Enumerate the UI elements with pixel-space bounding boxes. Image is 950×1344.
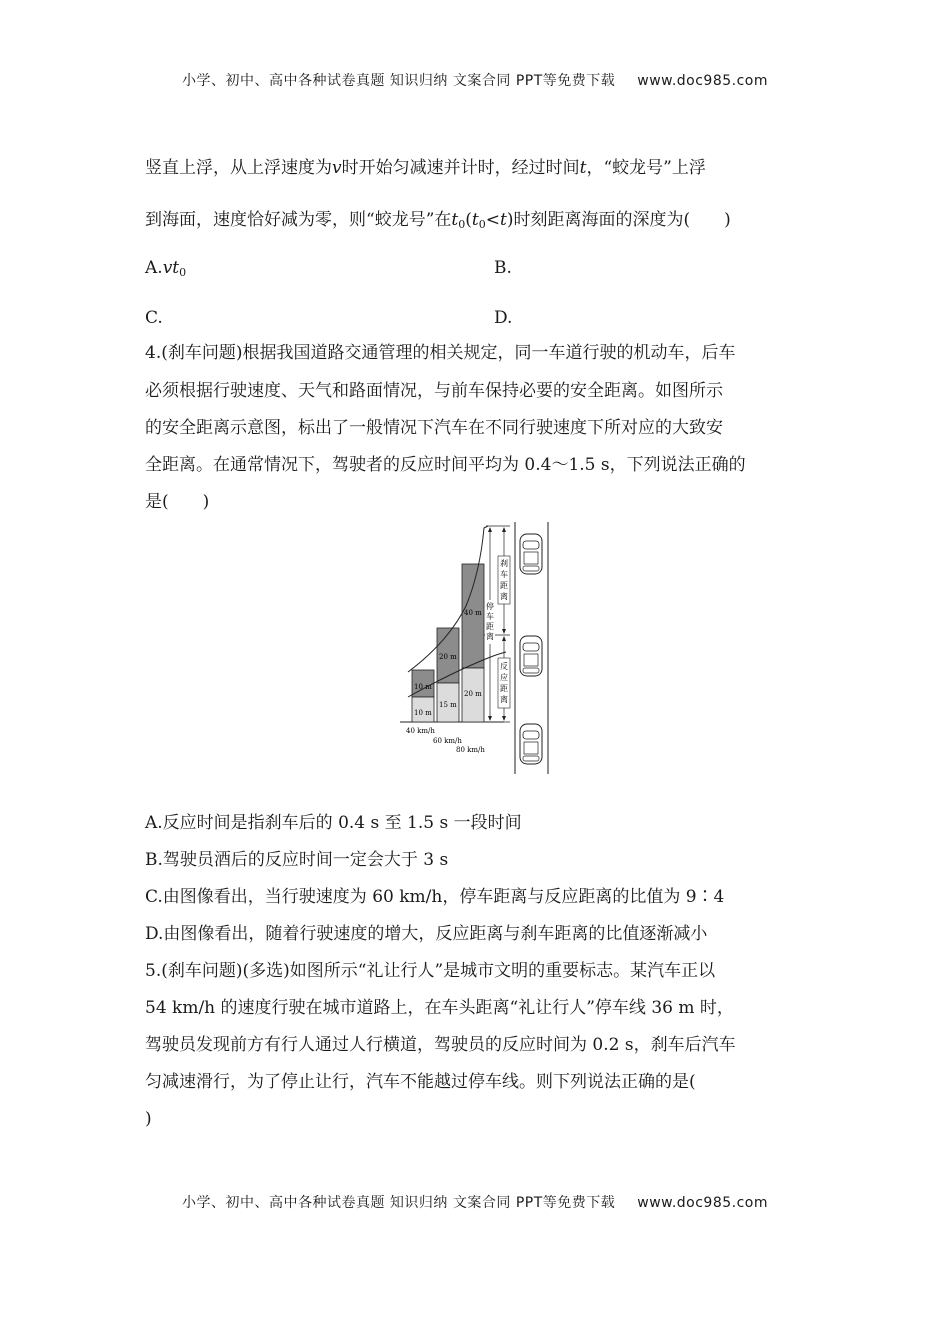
- q3-line-2: [145, 209, 815, 231]
- option-label: A.: [145, 258, 163, 278]
- q3-option-c[interactable]: C.: [145, 308, 163, 328]
- reaction-char-4: 离: [500, 695, 508, 704]
- speed-label-40: 40 km/h: [406, 727, 435, 735]
- q3-text: 竖直上浮，从上浮速度为: [145, 158, 332, 178]
- var-v: v: [332, 158, 342, 178]
- stopping-char-3: 距: [486, 622, 494, 631]
- arrow-head: [502, 527, 506, 532]
- bar-60-reaction-label: 15 m: [439, 701, 457, 709]
- braking-char-1: 刹: [500, 559, 508, 568]
- var-t: t: [579, 158, 587, 178]
- q3-option-d[interactable]: D.: [494, 308, 513, 328]
- bar-80-braking-label: 40 m: [464, 609, 482, 617]
- q3-text: 到海面，速度恰好减为零，则“蛟龙号”在: [145, 210, 452, 230]
- safety-distance-figure: [398, 522, 558, 778]
- bar-60-braking-label: 20 m: [439, 653, 457, 661]
- stopping-char-2: 车: [486, 612, 494, 621]
- header-text: 小学、初中、高中各种试卷真题 知识归纳 文案合同 PPT等免费下载: [181, 73, 616, 89]
- q3-text: (: [465, 210, 472, 230]
- q5-line-3: 驾驶员发现前方有行人通过人行横道，驾驶员的反应时间为 0.2 s，刹车后汽车: [145, 1035, 736, 1055]
- q3-text: )时刻距离海面的深度为( ): [506, 210, 731, 230]
- subscript: 0: [458, 218, 466, 231]
- reaction-char-2: 应: [500, 673, 508, 682]
- q4-line-5: 是( ): [145, 492, 210, 512]
- footer-text: 小学、初中、高中各种试卷真题 知识归纳 文案合同 PPT等免费下载: [181, 1195, 616, 1211]
- q4-option-a[interactable]: A.反应时间是指刹车后的 0.4 s 至 1.5 s 一段时间: [145, 813, 522, 833]
- q3-text: <: [485, 210, 500, 230]
- braking-char-3: 距: [500, 581, 508, 590]
- header-site[interactable]: www.doc985.com: [637, 73, 769, 89]
- footer-site[interactable]: www.doc985.com: [637, 1195, 769, 1211]
- q3-text: 时开始匀减速并计时，经过时间: [341, 158, 580, 178]
- reaction-char-1: 反: [500, 662, 508, 671]
- q4-option-d[interactable]: D.由图像看出，随着行驶速度的增大，反应距离与刹车距离的比值逐渐减小: [145, 924, 708, 944]
- q4-line-4: 全距离。在通常情况下，驾驶者的反应时间平均为 0.4～1.5 s，下列说法正确的: [145, 455, 746, 475]
- arrow-head: [488, 716, 492, 721]
- var-t: t: [499, 210, 507, 230]
- q3-option-a[interactable]: [145, 257, 186, 279]
- q4-option-b[interactable]: B.驾驶员酒后的反应时间一定会大于 3 s: [145, 850, 449, 870]
- page-footer: [0, 1192, 950, 1212]
- braking-char-4: 离: [500, 592, 508, 601]
- var-t0: t: [451, 210, 459, 230]
- car-icon: [520, 636, 542, 676]
- reaction-char-3: 距: [500, 684, 508, 693]
- q4-line-2: 必须根据行驶速度、天气和路面情况，与前车保持必要的安全距离。如图所示: [145, 381, 723, 401]
- bar-40-reaction-label: 10 m: [414, 709, 432, 717]
- q4-line-1: 4.(刹车问题)根据我国道路交通管理的相关规定，同一车道行驶的机动车，后车: [145, 343, 736, 363]
- bar-80-reaction-label: 20 m: [464, 690, 482, 698]
- arrow-head: [488, 527, 492, 532]
- subscript: 0: [478, 218, 486, 231]
- bar-40-braking-label: 10 m: [414, 683, 432, 691]
- page-header: [0, 70, 950, 90]
- q3-line-1: [145, 157, 815, 179]
- arrow-head: [502, 636, 506, 641]
- q3-option-b[interactable]: B.: [494, 258, 512, 278]
- speed-label-80: 80 km/h: [456, 746, 485, 754]
- q3-text: ，“蛟龙号”上浮: [586, 158, 706, 178]
- q4-line-3: 的安全距离示意图，标出了一般情况下汽车在不同行驶速度下所对应的大致安: [145, 418, 723, 438]
- stopping-char-1: 停: [486, 602, 494, 611]
- arrow-head: [502, 716, 506, 721]
- q5-line-5: ): [145, 1109, 152, 1129]
- arrow-head: [502, 629, 506, 634]
- braking-char-2: 车: [500, 570, 508, 579]
- q4-option-c[interactable]: C.由图像看出，当行驶速度为 60 km/h，停车距离与反应距离的比值为 9∶4: [145, 887, 725, 907]
- speed-label-60: 60 km/h: [433, 737, 462, 745]
- car-icon: [520, 724, 542, 764]
- var-vt: vt: [162, 258, 180, 278]
- stopping-char-4: 离: [486, 632, 494, 641]
- car-icon: [520, 534, 542, 574]
- q5-line-4: 匀减速滑行，为了停止让行，汽车不能越过停车线。则下列说法正确的是(: [145, 1072, 696, 1092]
- var-t0: t: [471, 210, 479, 230]
- q5-line-1: 5.(刹车问题)(多选)如图所示“礼让行人”是城市文明的重要标志。某汽车正以: [145, 961, 716, 981]
- q5-line-2: 54 km/h 的速度行驶在城市道路上，在车头距离“礼让行人”停车线 36 m 时，: [145, 998, 734, 1018]
- subscript: 0: [179, 266, 187, 279]
